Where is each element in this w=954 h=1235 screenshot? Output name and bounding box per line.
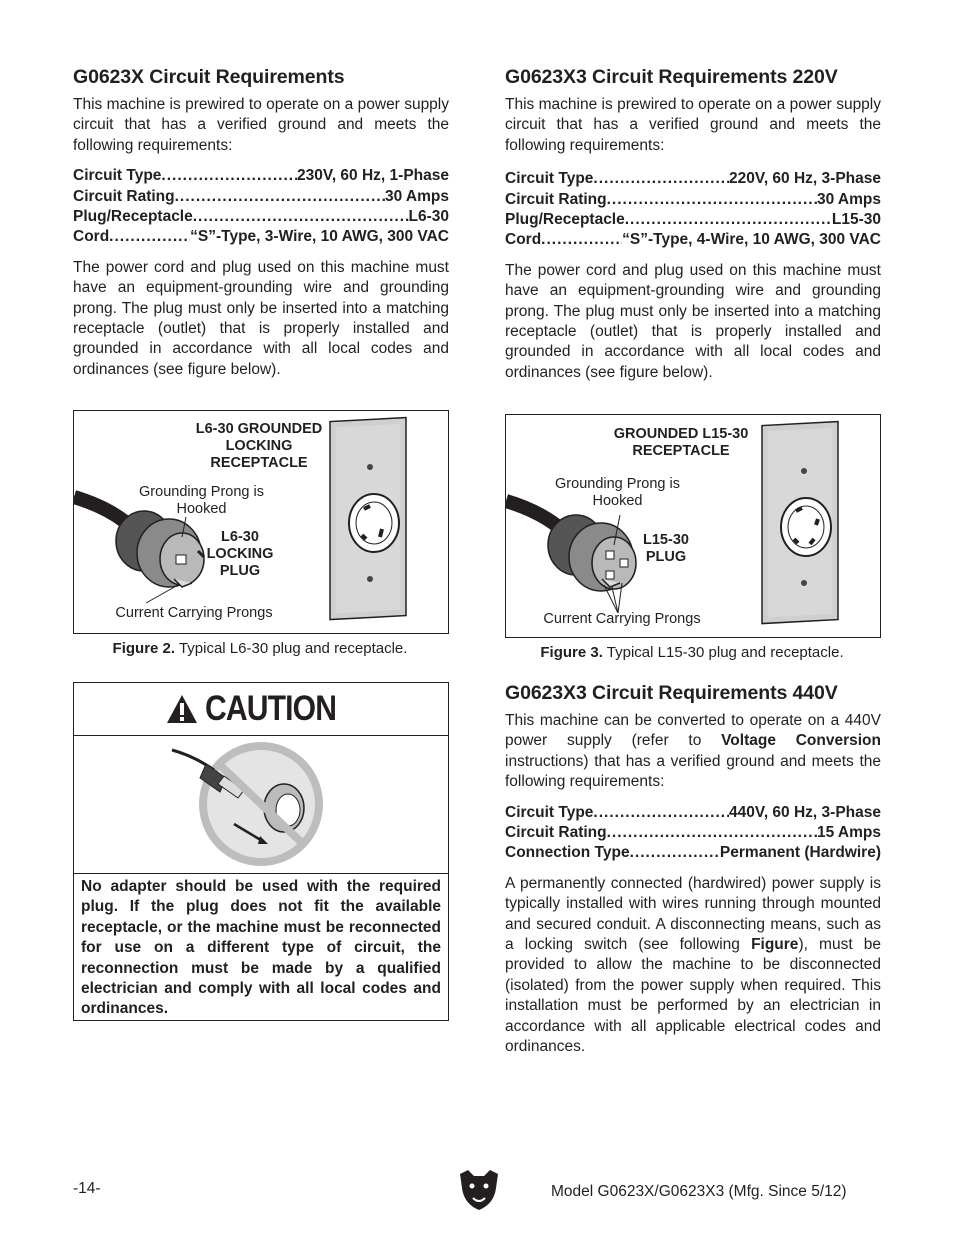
caution-text: No adapter should be used with the required plug. If the plug does not fit the available receptacle, or the machine must be reconnected for use on a different type of circuit, the reconnection must be made by a qualified electrician and comply with all local codes and ordinances. — [81, 878, 441, 1018]
figure-2-caption: Figure 2. Typical L6-30 plug and receptacle. — [112, 640, 408, 657]
spec-row: Cord ..... “S”-Type, 3-Wire, 10 AWG, 300 VAC — [73, 227, 449, 247]
plug-label: L6-30 LOCKING PLUG — [206, 529, 274, 579]
left-specs — [73, 166, 449, 248]
right-specs — [505, 169, 881, 251]
right-column-440v — [505, 682, 881, 1058]
current-prongs-label: Current Carrying Prongs — [543, 611, 701, 627]
grounding-prong-label: Grounding Prong is Hooked — [139, 484, 264, 517]
receptacle-label: GROUNDED L15-30 RECEPTACLE — [613, 426, 749, 459]
right-body-440v: A permanently connected (hardwired) power supply is typically installed with wires running through mounted and secured conduit. A disconnecting means, such as a locking switch (see following Figure), must be provided to allow the machine to be disconnected (isolated) from the power supply when required. This installation must be performed by an electrician in accordance with all applicable electrical codes and ordinances. — [505, 874, 881, 1056]
spec-row: Plug/Receptacle ..... L6-30 — [73, 207, 449, 227]
right-intro: This machine is prewired to operate on a power supply circuit that has a verified ground and meets the following requirements: — [505, 96, 881, 154]
warning-triangle-icon — [165, 693, 199, 725]
bear-logo-icon — [456, 1166, 502, 1212]
spec-row: Connection Type ..... Permanent (Hardwire) — [505, 843, 881, 863]
left-column — [73, 66, 449, 380]
spec-row: Cord ..... “S”-Type, 4-Wire, 10 AWG, 300 VAC — [505, 230, 881, 250]
plug-label: L15-30 PLUG — [643, 532, 689, 565]
page-number: -14- — [73, 1180, 101, 1197]
left-intro: This machine is prewired to operate on a power supply circuit that has a verified ground and meets the following requirements: — [73, 96, 449, 154]
right-heading: G0623X3 Circuit Requirements 220V — [505, 66, 838, 88]
spec-row: Circuit Type ..... 220V, 60 Hz, 3-Phase — [505, 169, 881, 189]
spec-row: Circuit Rating ..... 15 Amps — [505, 823, 881, 843]
left-body: The power cord and plug used on this machine must have an equipment-grounding wire and grounding prong. The plug must only be inserted into a matching receptacle (outlet) that is properly installed and grounded in accordance with all local codes and ordinances (see figure below). — [73, 258, 449, 378]
grounding-prong-label: Grounding Prong is Hooked — [555, 476, 680, 509]
spec-row: Circuit Type ..... 440V, 60 Hz, 3-Phase — [505, 803, 881, 823]
spec-row: Circuit Rating ..... 30 Amps — [505, 190, 881, 210]
left-heading: G0623X Circuit Requirements — [73, 66, 345, 88]
right-column — [505, 66, 881, 383]
spec-row: Plug/Receptacle ..... L15-30 — [505, 210, 881, 230]
spec-row: Circuit Rating ..... 30 Amps — [73, 187, 449, 207]
right-heading-440v: G0623X3 Circuit Requirements 440V — [505, 682, 838, 704]
caution-header — [74, 683, 448, 736]
figure-2 — [73, 410, 449, 634]
spec-row: Circuit Type ..... 230V, 60 Hz, 1-Phase — [73, 166, 449, 186]
right-specs-440v — [505, 803, 881, 864]
model-footer: Model G0623X/G0623X3 (Mfg. Since 5/12) — [551, 1183, 847, 1200]
no-adapter-illustration — [74, 736, 448, 873]
caution-title: CAUTION — [204, 689, 336, 728]
figure-3-caption: Figure 3. Typical L15-30 plug and receptacle. — [540, 644, 844, 661]
right-body: The power cord and plug used on this machine must have an equipment-grounding wire and grounding prong. The plug must only be inserted into a matching receptacle (outlet) that is properly installed and grounded in accordance with all local codes and ordinances (see figure below). — [505, 261, 881, 381]
figure-3 — [505, 414, 881, 638]
caution-box — [73, 682, 449, 1021]
caution-image — [74, 736, 448, 874]
current-prongs-label: Current Carrying Prongs — [115, 605, 273, 621]
right-intro-440v: This machine can be converted to operate on a 440V power supply (refer to Voltage Conversion instructions) that has a verified ground and meets the following requirements: — [505, 712, 881, 791]
receptacle-label: L6-30 GROUNDED LOCKING RECEPTACLE — [195, 421, 323, 471]
